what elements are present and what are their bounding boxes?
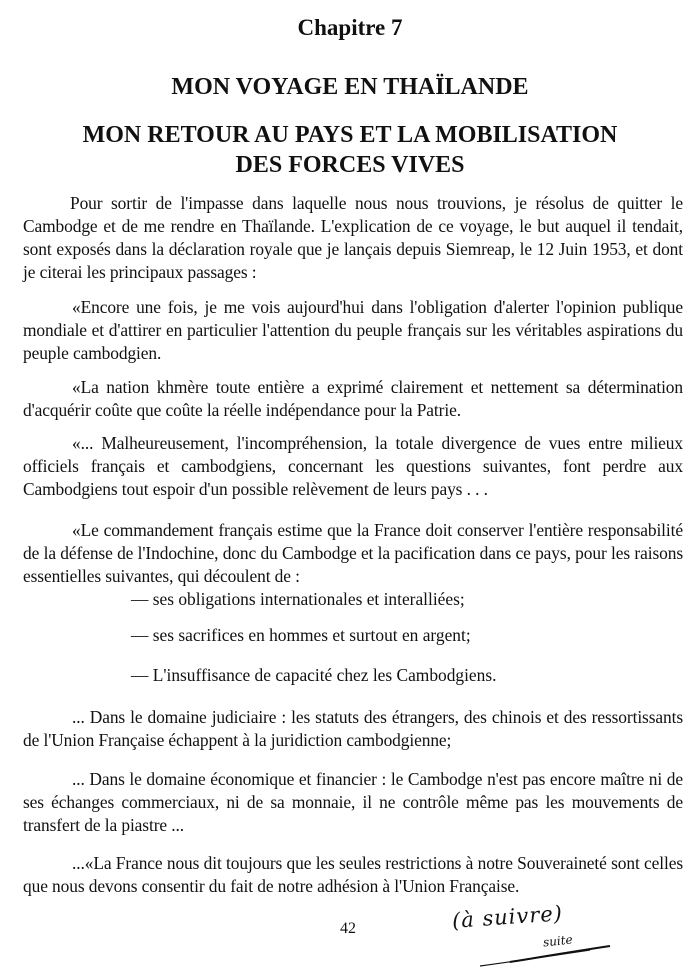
chapter-heading: Chapitre 7 bbox=[297, 15, 403, 40]
title-main: MON VOYAGE EN THAÏLANDE bbox=[171, 74, 529, 100]
paragraph-text: «Le commandement français estime que la France doit conserver l'entière responsabilité de la défense de l'Indochine, donc du Cambodge et la pacification dans ce pays, pour les raisons essentielles suivantes, qui découlent de : bbox=[23, 520, 683, 586]
title-sub-line1: MON RETOUR AU PAYS ET LA MOBILISATION bbox=[82, 122, 618, 148]
list-item: — ses sacrifices en hommes et surtout en argent; bbox=[131, 625, 471, 645]
title-sub-line2: DES FORCES VIVES bbox=[235, 152, 465, 178]
paragraph bbox=[23, 192, 683, 284]
paragraph-text: «La nation khmère toute entière a exprimé clairement et nettement sa détermination d'acquérir coûte que coûte la réelle indépendance pour la Patrie. bbox=[23, 377, 683, 420]
paragraph-text: ... Dans le domaine judiciaire : les statuts des étrangers, des chinois et des ressortissants de l'Union Française échappent à la juridiction cambodgienne; bbox=[23, 707, 683, 750]
paragraph-text: ...«La France nous dit toujours que les seules restrictions à notre Souveraineté sont celles que nous devons consentir du fait de notre adhésion à l'Union Française. bbox=[23, 853, 683, 896]
paragraph bbox=[23, 519, 683, 588]
handwritten-signature: suite bbox=[542, 932, 574, 950]
paragraph bbox=[23, 432, 683, 501]
list-item: — ses obligations internationales et interalliées; bbox=[131, 589, 465, 609]
handwritten-note: (à suivre) bbox=[451, 901, 564, 933]
paragraph bbox=[23, 376, 683, 422]
paragraph bbox=[23, 706, 683, 752]
list-item: — L'insuffisance de capacité chez les Cambodgiens. bbox=[131, 665, 497, 685]
paragraph-text: «... Malheureusement, l'incompréhension, la totale divergence de vues entre milieux officiels français et cambodgiens, concernant les questions suivantes, font perdre aux Cambodgiens tout espoir d'un possible relèvement de leurs pays . . . bbox=[23, 433, 683, 499]
paragraph-text: «Encore une fois, je me vois aujourd'hui dans l'obligation d'alerter l'opinion publique mondiale et d'attirer en particulier l'attention du peuple français sur les véritables aspirations du peuple cambodgien. bbox=[23, 297, 683, 363]
paragraph-text: ... Dans le domaine économique et financier : le Cambodge n'est pas encore maître ni de ses échanges commerciaux, ni de sa monnaie, il ne contrôle même pas les mouvements de transfert de la piastre ... bbox=[23, 769, 683, 835]
paragraph bbox=[23, 768, 683, 837]
page-number: 42 bbox=[340, 920, 356, 937]
paragraph bbox=[23, 296, 683, 365]
paragraph bbox=[23, 852, 683, 898]
paragraph-text: Pour sortir de l'impasse dans laquelle nous nous trouvions, je résolus de quitter le Cambodge et de me rendre en Thaïlande. L'explication de ce voyage, le but auquel il tendait, sont exposés dans la déclaration royale que je lançais depuis Siemreap, le 12 Juin 1953, et dont je citerai les principaux passages : bbox=[23, 193, 683, 282]
title-sub bbox=[0, 120, 700, 180]
